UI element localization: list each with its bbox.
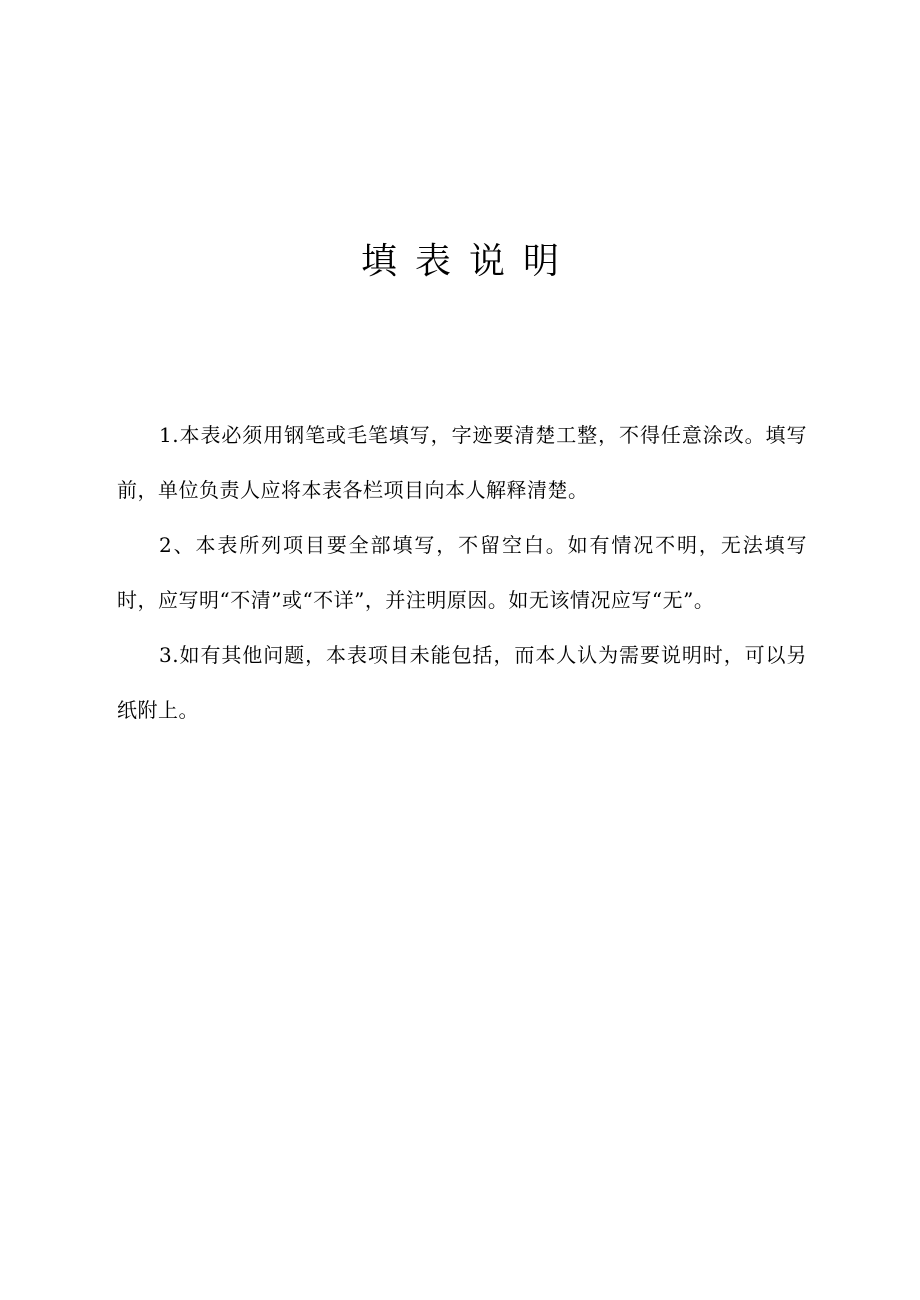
instruction-paragraph-2: 2、本表所列项目要全部填写，不留空白。如有情况不明，无法填写时，应写明“不清”或“不详”，并注明原因。如无该情况应写“无”。 bbox=[117, 533, 807, 612]
instruction-paragraph-1: 1.本表必须用钢笔或毛笔填写，字迹要清楚工整，不得任意涂改。填写前，单位负责人应将本表各栏项目向本人解释清楚。 bbox=[117, 423, 807, 502]
instruction-paragraph-3: 3.如有其他问题，本表项目未能包括，而本人认为需要说明时，可以另纸附上。 bbox=[117, 643, 807, 722]
page-title: 填表说明 bbox=[360, 241, 577, 282]
instructions-body bbox=[117, 408, 807, 738]
